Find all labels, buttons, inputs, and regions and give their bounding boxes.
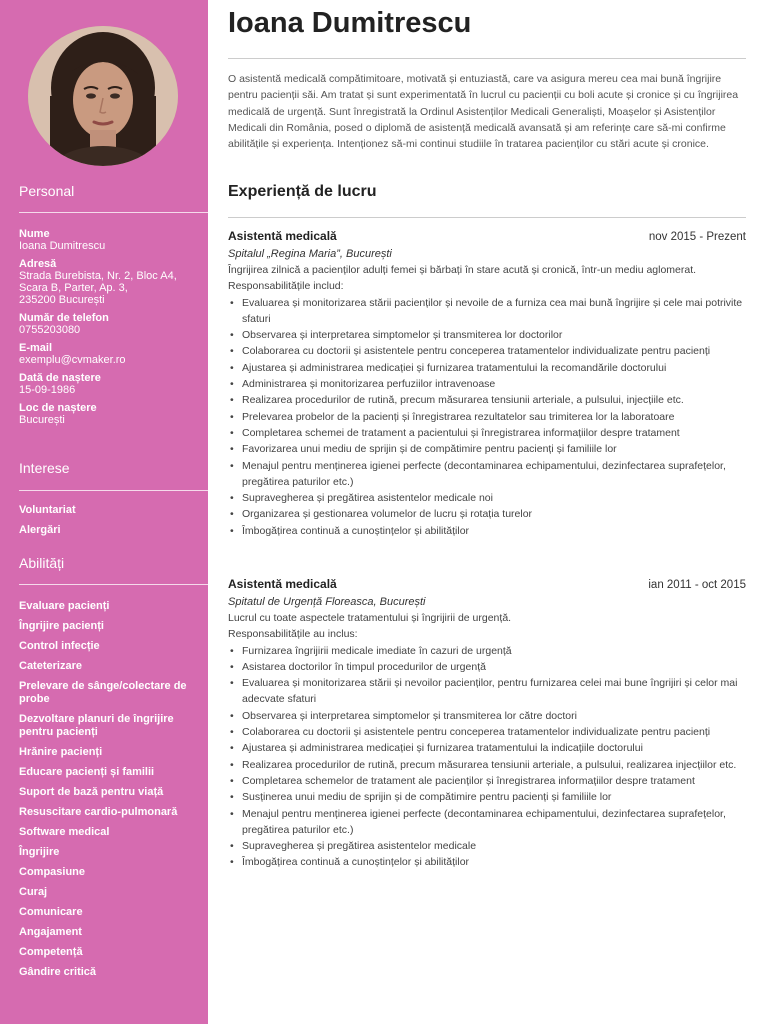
responsibility-item: • Furnizarea îngrijirii medicale imediate în cazuri de urgență xyxy=(228,643,746,659)
personal-label: E-mail xyxy=(19,342,53,354)
job-responsibilities-label: Responsabilitățile au inclus: xyxy=(228,628,358,641)
responsibility-item: • Prelevarea probelor de la pacienți și înregistrarea rezultatelor sau trimiterea lor la laboratoare xyxy=(228,409,746,425)
skill-item: Cateterizare xyxy=(19,660,82,672)
interest-item: Alergări xyxy=(19,524,61,536)
responsibility-item: • Menajul pentru menținerea igienei perfecte (decontaminarea echipamentului, dezinfectarea suprafețelor, pregătirea paturilor etc.) xyxy=(228,806,746,839)
responsibility-item: • Susținerea unui mediu de sprijin și de compătimire pentru pacienți și familiile lor xyxy=(228,789,746,805)
personal-value: București xyxy=(19,414,65,426)
job-employer: Spitatul de Urgență Floreasca, București xyxy=(228,596,426,608)
job-title: Asistentă medicală xyxy=(228,229,337,243)
job-title: Asistentă medicală xyxy=(228,577,337,591)
experience-section-title: Experiență de lucru xyxy=(228,183,377,200)
skills-list xyxy=(19,600,204,986)
responsibility-item: • Evaluarea și monitorizarea stării și nevoilor pacienților, pentru furnizarea celei mai bune îngrijiri și celor mai adecvate sfaturi xyxy=(228,675,746,708)
job-date: nov 2015 - Prezent xyxy=(648,231,746,243)
skill-item: Gândire critică xyxy=(19,966,97,978)
job-intro: Îngrijirea zilnică a pacienților adulți femei și bărbați în stare acută și cronică, într-un mediu aglomerat. xyxy=(228,264,697,276)
job-responsibilities-list xyxy=(228,295,746,539)
personal-details xyxy=(19,228,204,432)
skill-item: Prelevare de sânge/colectare de probe xyxy=(19,680,187,705)
name-divider xyxy=(228,58,746,59)
job-entry xyxy=(228,229,746,539)
personal-value: Ioana Dumitrescu xyxy=(19,240,106,252)
responsibility-item: • Favorizarea unui mediu de sprijin și de compătimire pentru pacienți și familiile lor xyxy=(228,441,746,457)
profile-photo xyxy=(28,26,178,166)
responsibility-item: • Organizarea și gestionarea volumelor de lucru și rotația turelor xyxy=(228,506,746,522)
skill-item: Software medical xyxy=(19,826,110,838)
skill-item: Suport de bază pentru viață xyxy=(19,786,164,798)
responsibility-item: • Colaborarea cu doctorii și asistentele pentru conceperea tratamentelor individualizate pentru pacienți xyxy=(228,343,746,359)
responsibility-item: • Îmbogățirea continuă a cunoștințelor și abilităților xyxy=(228,854,746,870)
responsibility-item: • Ajustarea și administrarea medicației și furnizarea tratamentului la indicațiile doctorului xyxy=(228,740,746,756)
responsibility-item: • Realizarea procedurilor de rutină, precum măsurarea tensiunii arteriale, a pulsului, injecțiile etc. xyxy=(228,392,746,408)
personal-label: Nume xyxy=(19,228,50,240)
skill-item: Resuscitare cardio-pulmonară xyxy=(19,806,178,818)
job-header xyxy=(228,577,746,594)
job-employer: Spitalul „Regina Maria”, București xyxy=(228,248,392,260)
skill-item: Angajament xyxy=(19,926,82,938)
interests-list xyxy=(19,504,204,544)
responsibility-item: • Ajustarea și administrarea medicației și furnizarea tratamentului la recomandările doctorului xyxy=(228,360,746,376)
personal-value: Strada Burebista, Nr. 2, Bloc A4, Scara B, Parter, Ap. 3, 235200 București xyxy=(19,270,177,306)
responsibility-item: • Observarea și interpretarea simptomelor și transmiterea lor doctorilor xyxy=(228,327,746,343)
personal-label: Număr de telefon xyxy=(19,312,109,324)
sidebar xyxy=(0,0,208,1024)
interests-section-title: Interese xyxy=(19,460,70,476)
skill-item: Competență xyxy=(19,946,83,958)
job-responsibilities-list xyxy=(228,643,746,871)
job-intro: Lucrul cu toate aspectele tratamentului și îngrijirii de urgență. xyxy=(228,612,512,624)
skill-item: Control infecție xyxy=(19,640,100,652)
responsibility-item: • Completarea schemei de tratament a pacientului și înregistrarea informațiilor despre tratament xyxy=(228,425,746,441)
personal-label: Adresă xyxy=(19,258,57,270)
personal-label: Dată de naștere xyxy=(19,372,101,384)
skills-divider xyxy=(19,584,208,585)
interest-item: Voluntariat xyxy=(19,504,76,516)
skill-item: Evaluare pacienți xyxy=(19,600,110,612)
job-responsibilities-label: Responsabilitățile includ: xyxy=(228,280,344,293)
skill-item: Comunicare xyxy=(19,906,83,918)
responsibility-item: • Realizarea procedurilor de rutină, precum măsurarea tensiunii arteriale, a pulsului, realizarea injecțiilor etc. xyxy=(228,757,746,773)
responsibility-item: • Evaluarea și monitorizarea stării pacienților și nevoile de a furniza cea mai bună îngrijire și cele mai potrivite sfaturi xyxy=(228,295,746,328)
personal-divider xyxy=(19,212,208,213)
personal-item xyxy=(19,312,204,336)
personal-item xyxy=(19,402,204,426)
skills-section-title: Abilități xyxy=(19,555,65,571)
personal-label: Loc de naștere xyxy=(19,402,97,414)
responsibility-item: • Menajul pentru menținerea igienei perfecte (decontaminarea echipamentului, dezinfectarea suprafețelor, pregătirea paturilor etc.) xyxy=(228,458,746,491)
skill-item: Educare pacienți și familii xyxy=(19,766,155,778)
personal-item xyxy=(19,258,204,306)
skill-item: Îngrijire pacienți xyxy=(19,620,104,632)
personal-value: 15-09-1986 xyxy=(19,384,76,396)
experience-divider xyxy=(228,217,746,218)
job-date: ian 2011 - oct 2015 xyxy=(648,579,746,591)
responsibility-item: • Observarea și interpretarea simptomelor și transmiterea lor către doctori xyxy=(228,708,746,724)
skill-item: Curaj xyxy=(19,886,48,898)
interests-divider xyxy=(19,490,208,491)
personal-item xyxy=(19,228,204,252)
personal-section-title: Personal xyxy=(19,183,75,199)
responsibility-item: • Îmbogățirea continuă a cunoștințelor și abilităților xyxy=(228,523,746,539)
candidate-name: Ioana Dumitrescu xyxy=(228,7,472,39)
profile-summary: O asistentă medicală compătimitoare, motivată și entuziastă, care va asigura mereu cea mai bună îngrijire pentru pacienții săi. Am tratat și sunt experimentată în lucrul cu pacienții cu boli acute și cronice și cu îngrijirea medicală de urgență. Sunt înregistrată la Ordinul Asistenților Medicali Generaliști, Moașelor și Asistenților Medicali din România, posed o diplomă de asistență medicală avansată și am referințe care să-mi confirme abilitățile și experiența. Intenționez să-mi continui studiile în tratarea pacienților cu stări acute și cronice. xyxy=(228,73,739,151)
responsibility-item: • Supravegherea și pregătirea asistentelor medicale noi xyxy=(228,490,746,506)
skill-item: Compasiune xyxy=(19,866,86,878)
portrait-image xyxy=(28,26,178,166)
responsibility-item: • Completarea schemelor de tratament ale pacienților și înregistrarea informațiilor despre tratament xyxy=(228,773,746,789)
skill-item: Hrănire pacienți xyxy=(19,746,103,758)
personal-item xyxy=(19,342,204,366)
job-entry xyxy=(228,577,746,871)
responsibility-item: • Asistarea doctorilor în timpul procedurilor de urgență xyxy=(228,659,746,675)
responsibility-item: • Colaborarea cu doctorii și asistentele pentru conceperea tratamentelor individualizate pentru pacienți xyxy=(228,724,746,740)
skill-item: Îngrijire xyxy=(19,846,60,858)
skill-item: Dezvoltare planuri de îngrijire pentru pacienți xyxy=(19,713,174,738)
personal-value: 0755203080 xyxy=(19,324,81,336)
job-header xyxy=(228,229,746,246)
personal-item xyxy=(19,372,204,396)
personal-value: exemplu@cvmaker.ro xyxy=(19,354,126,366)
responsibility-item: • Supravegherea și pregătirea asistentelor medicale xyxy=(228,838,746,854)
responsibility-item: • Administrarea și monitorizarea perfuziilor intravenoase xyxy=(228,376,746,392)
